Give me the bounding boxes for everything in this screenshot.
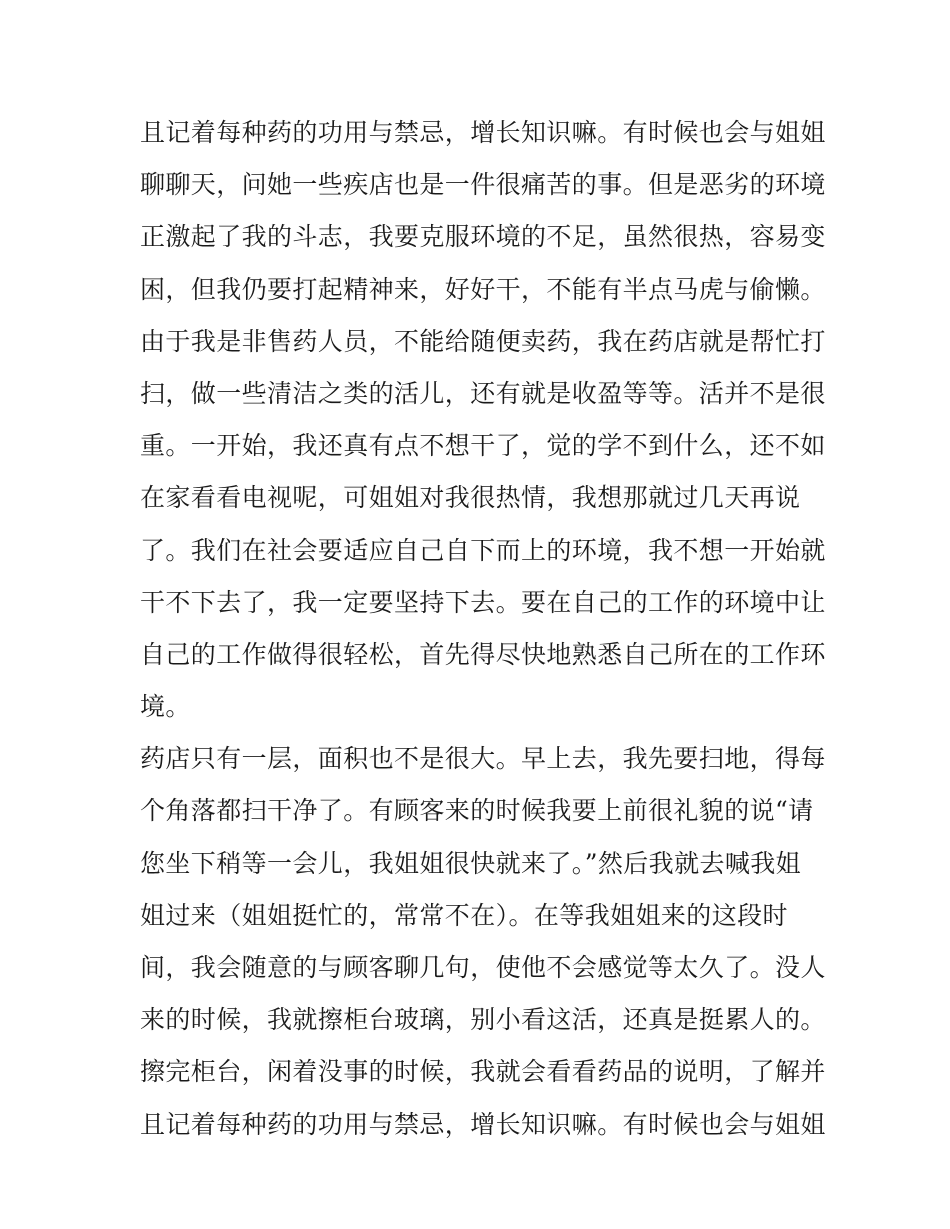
text-line: 扫，做一些清洁之类的活儿，还有就是收盈等等。活并不是很 bbox=[140, 378, 826, 408]
text-line: 个角落都扫干净了。有顾客来的时候我要上前很礼貌的说“请 bbox=[140, 796, 814, 826]
text-line: 姐过来（姐姐挺忙的，常常不在）。在等我姐姐来的这段时 bbox=[140, 900, 788, 930]
text-line: 聊聊天，问她一些疾店也是一件很痛苦的事。但是恶劣的环境 bbox=[140, 170, 826, 200]
text-line: 境。 bbox=[140, 692, 191, 722]
text-line: 困，但我仍要打起精神来，好好干，不能有半点马虎与偷懒。 bbox=[140, 274, 826, 304]
text-line: 来的时候，我就擦柜台玻璃，别小看这活，还真是挺累人的。 bbox=[140, 1005, 826, 1035]
text-line: 在家看看电视呢，可姐姐对我很热情，我想那就过几天再说 bbox=[140, 483, 801, 513]
text-line: 且记着每种药的功用与禁忌，增长知识嘛。有时候也会与姐姐 bbox=[140, 118, 826, 147]
text-line: 自己的工作做得很轻松，首先得尽快地熟悉自己所在的工作环 bbox=[140, 639, 826, 669]
text-line: 间，我会随意的与顾客聊几句，使他不会感觉等太久了。没人 bbox=[140, 953, 826, 982]
text-line: 重。一开始，我还真有点不想干了，觉的学不到什么，还不如 bbox=[140, 431, 826, 461]
text-line: 药店只有一层，面积也不是很大。早上去，我先要扫地，得每 bbox=[140, 744, 826, 774]
text-line: 了。我们在社会要适应自己自下而上的环境，我不想一开始就 bbox=[140, 535, 826, 565]
text-line: 擦完柜台，闲着没事的时候，我就会看看药品的说明，了解并 bbox=[140, 1057, 826, 1087]
body-text bbox=[140, 107, 826, 1151]
text-line: 干不下去了，我一定要坚持下去。要在自己的工作的环境中让 bbox=[140, 587, 826, 617]
text-line: 且记着每种药的功用与禁忌，增长知识嘛。有时候也会与姐姐 bbox=[140, 1109, 826, 1139]
text-line: 您坐下稍等一会儿，我姐姐很快就来了。”然后我就去喊我姐 bbox=[140, 848, 802, 878]
text-line: 由于我是非售药人员，不能给随便卖药，我在药店就是帮忙打 bbox=[140, 326, 826, 356]
text-line: 正激起了我的斗志，我要克服环境的不足，虽然很热，容易变 bbox=[140, 222, 826, 252]
